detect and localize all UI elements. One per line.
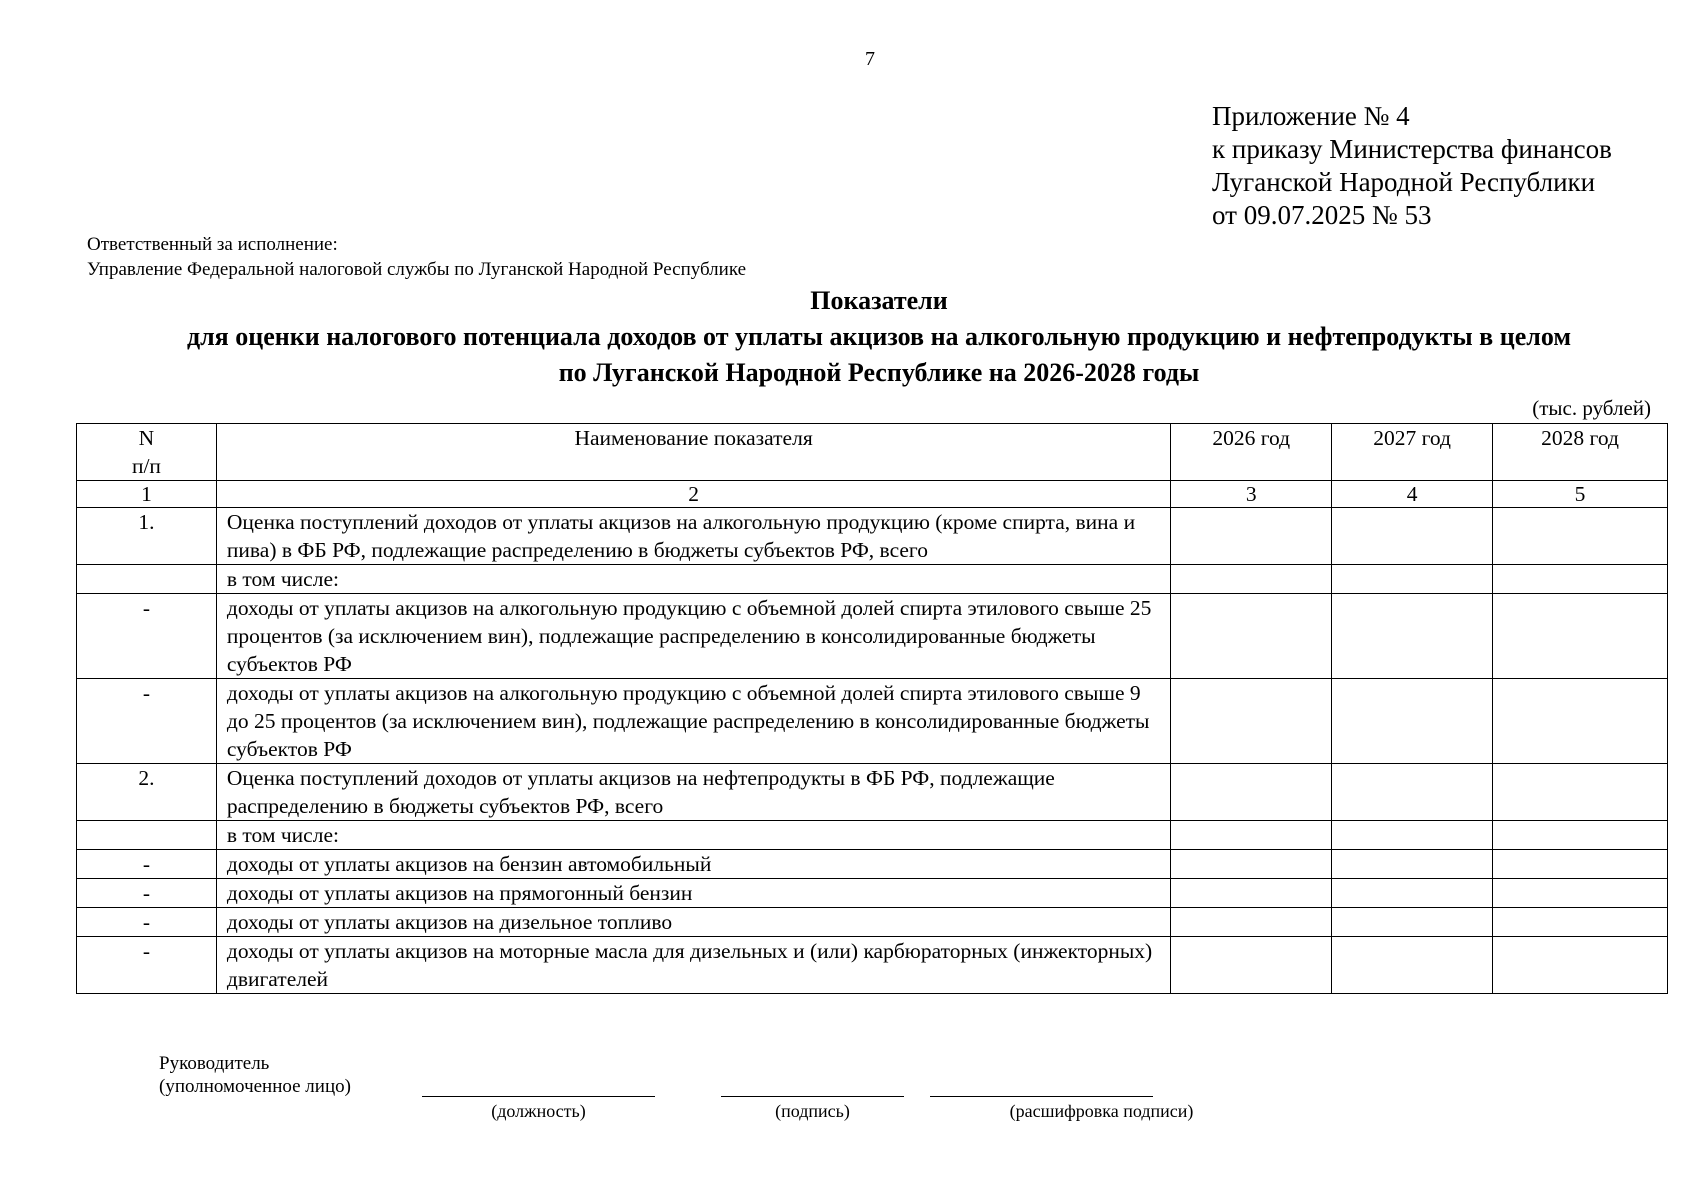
value-cell-2028	[1493, 594, 1668, 679]
value-cell-2027	[1332, 508, 1493, 565]
value-cell-2027	[1332, 850, 1493, 879]
row-name: в том числе:	[216, 821, 1170, 850]
table-row	[77, 850, 1668, 879]
header-2027: 2027 год	[1332, 424, 1493, 481]
header-num	[77, 424, 217, 481]
value-cell-2028	[1493, 908, 1668, 937]
caption-signature: (подпись)	[775, 1101, 850, 1121]
row-number	[77, 565, 217, 594]
table-row	[77, 594, 1668, 679]
caption-position: (должность)	[491, 1101, 586, 1121]
row-name: Оценка поступлений доходов от уплаты акцизов на алкогольную продукцию (кроме спирта, вина и пива) в ФБ РФ, подлежащие распределению в бюджеты субъектов РФ, всего	[216, 508, 1170, 565]
value-cell-2027	[1332, 594, 1493, 679]
value-cell-2026	[1171, 594, 1332, 679]
value-cell-2027	[1332, 679, 1493, 764]
annex-line-1: Приложение № 4	[1212, 101, 1410, 131]
page-number: 7	[865, 48, 875, 70]
responsible-label: Ответственный за исполнение:	[87, 234, 338, 255]
col-number: 2	[216, 481, 1170, 508]
value-cell-2027	[1332, 879, 1493, 908]
signature-label-line-2: (уполномоченное лицо)	[159, 1076, 351, 1097]
row-name: доходы от уплаты акцизов на моторные масла для дизельных и (или) карбюраторных (инжекторных) двигателей	[216, 937, 1170, 994]
row-number	[77, 821, 217, 850]
row-name: Оценка поступлений доходов от уплаты акцизов на нефтепродукты в ФБ РФ, подлежащие распределению в бюджеты субъектов РФ, всего	[216, 764, 1170, 821]
value-cell-2028	[1493, 508, 1668, 565]
value-cell-2026	[1171, 679, 1332, 764]
annex-block	[1212, 100, 1612, 232]
row-number: -	[77, 908, 217, 937]
value-cell-2026	[1171, 821, 1332, 850]
column-numbers-row	[77, 481, 1668, 508]
value-cell-2028	[1493, 937, 1668, 994]
value-cell-2027	[1332, 821, 1493, 850]
value-cell-2026	[1171, 937, 1332, 994]
row-name: доходы от уплаты акцизов на прямогонный бензин	[216, 879, 1170, 908]
col-number: 4	[1332, 481, 1493, 508]
title-line-3: по Луганской Народной Республике на 2026-2028 годы	[558, 358, 1200, 387]
table-row	[77, 508, 1668, 565]
row-name: доходы от уплаты акцизов на алкогольную продукцию с объемной долей спирта этилового свыше 9 до 25 процентов (за исключением вин), подлежащие распределению в консолидированные бюджеты субъектов РФ	[216, 679, 1170, 764]
signature-label	[159, 1052, 351, 1098]
value-cell-2027	[1332, 565, 1493, 594]
table-row	[77, 937, 1668, 994]
signature-line	[721, 1096, 904, 1097]
value-cell-2028	[1493, 821, 1668, 850]
value-cell-2027	[1332, 764, 1493, 821]
annex-line-3: Луганской Народной Республики	[1212, 167, 1596, 197]
name-signature-line	[930, 1096, 1153, 1097]
table-row	[77, 821, 1668, 850]
value-cell-2026	[1171, 850, 1332, 879]
title-line-1: Показатели	[810, 286, 948, 315]
value-cell-2026	[1171, 508, 1332, 565]
row-number: 2.	[77, 764, 217, 821]
table-row	[77, 764, 1668, 821]
table-header-row	[77, 424, 1668, 481]
value-cell-2028	[1493, 850, 1668, 879]
header-num-line-1: N	[138, 426, 155, 450]
col-number: 3	[1171, 481, 1332, 508]
document-title	[0, 283, 1697, 391]
row-name: в том числе:	[216, 565, 1170, 594]
header-num-line-2: п/п	[131, 454, 161, 478]
value-cell-2028	[1493, 565, 1668, 594]
value-cell-2026	[1171, 764, 1332, 821]
value-cell-2027	[1332, 908, 1493, 937]
value-cell-2028	[1493, 879, 1668, 908]
row-name: доходы от уплаты акцизов на дизельное топливо	[216, 908, 1170, 937]
position-signature-line	[422, 1096, 655, 1097]
col-number: 5	[1493, 481, 1668, 508]
units-label: (тыс. рублей)	[1532, 396, 1651, 420]
responsible-value: Управление Федеральной налоговой службы по Луганской Народной Республике	[87, 259, 747, 280]
row-number: -	[77, 594, 217, 679]
row-number: -	[77, 937, 217, 994]
row-number: -	[77, 850, 217, 879]
header-name: Наименование показателя	[216, 424, 1170, 481]
value-cell-2026	[1171, 565, 1332, 594]
table-row	[77, 879, 1668, 908]
value-cell-2028	[1493, 679, 1668, 764]
header-2028: 2028 год	[1493, 424, 1668, 481]
value-cell-2026	[1171, 879, 1332, 908]
indicators-table	[76, 423, 1668, 994]
table-row	[77, 908, 1668, 937]
signature-label-line-1: Руководитель	[159, 1053, 270, 1074]
row-number: -	[77, 879, 217, 908]
row-name: доходы от уплаты акцизов на алкогольную продукцию с объемной долей спирта этилового свыше 25 процентов (за исключением вин), подлежащие распределению в консолидированные бюджеты субъектов РФ	[216, 594, 1170, 679]
row-number: -	[77, 679, 217, 764]
title-line-2: для оценки налогового потенциала доходов от уплаты акцизов на алкогольную продукцию и нефтепродукты в целом	[186, 322, 1572, 351]
annex-line-4: от 09.07.2025 № 53	[1212, 200, 1432, 230]
row-name: доходы от уплаты акцизов на бензин автомобильный	[216, 850, 1170, 879]
annex-line-2: к приказу Министерства финансов	[1212, 134, 1612, 164]
value-cell-2027	[1332, 937, 1493, 994]
table-row	[77, 679, 1668, 764]
header-2026: 2026 год	[1171, 424, 1332, 481]
table-row	[77, 565, 1668, 594]
col-number: 1	[77, 481, 217, 508]
row-number: 1.	[77, 508, 217, 565]
caption-name: (расшифровка подписи)	[1009, 1101, 1194, 1121]
value-cell-2026	[1171, 908, 1332, 937]
value-cell-2028	[1493, 764, 1668, 821]
responsible-block	[87, 232, 746, 282]
